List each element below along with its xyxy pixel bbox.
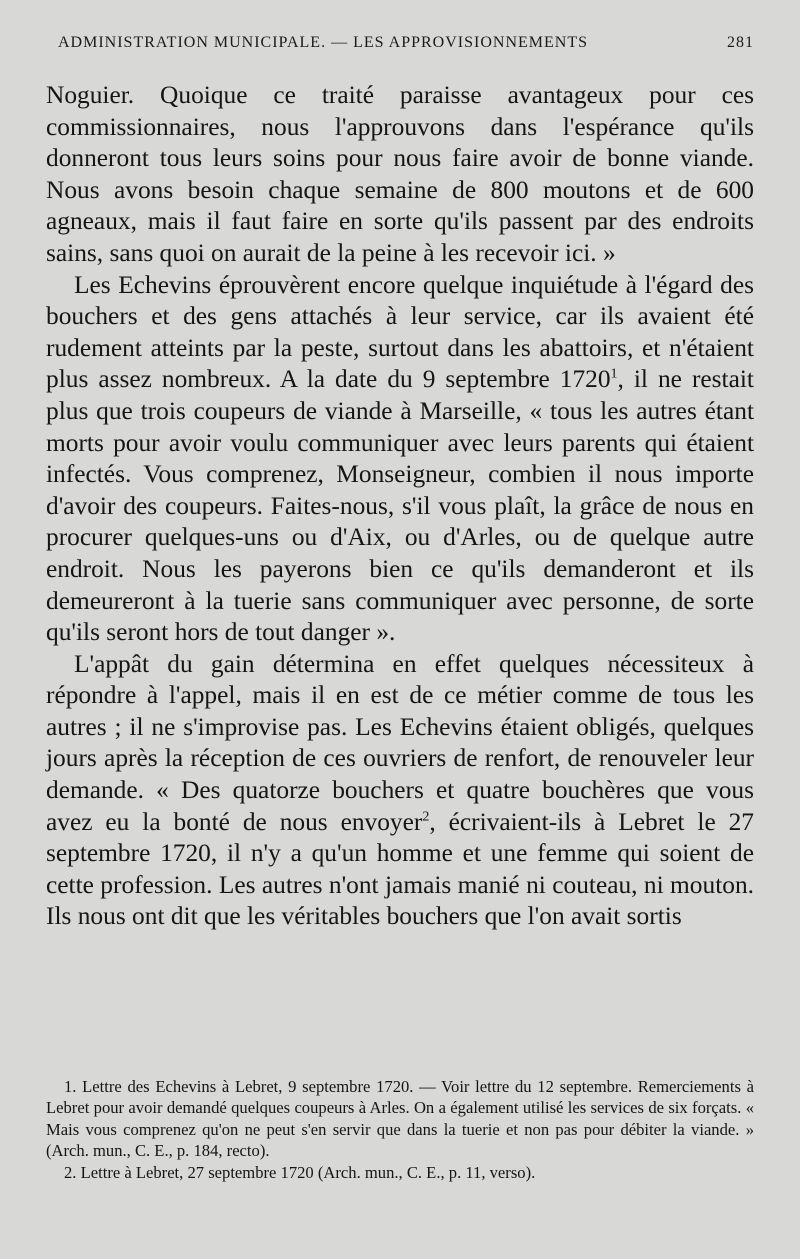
running-title: ADMINISTRATION MUNICIPALE. — LES APPROVISIONNEMENTS	[58, 34, 588, 51]
paragraph-2-text-b: , il ne restait plus que trois coupeurs de viande à Marseille, « tous les autres étant morts pour avoir voulu communiquer avec leurs parents qui étaient infectés. Vous comprenez, Monseigneur, combien il nous importe d'avoir des coupeurs. Faites-nous, s'il vous plaît, la grâce de nous en procurer quelques-uns ou d'Aix, ou d'Arles, ou de quelque autre endroit. Nous les payerons bien ce qu'ils demanderont et ils demeureront à la tuerie sans communiquer avec personne, de sorte qu'ils seront hors de tout danger ».	[46, 365, 754, 647]
paragraph-3	[46, 649, 754, 933]
main-text	[46, 80, 754, 933]
footnote-1: 1. Lettre des Echevins à Lebret, 9 septembre 1720. — Voir lettre du 12 septembre. Remerciements à Lebret pour avoir demandé quelques coupeurs à Arles. On a également utilisé les services de six forçats. « Mais vous comprenez qu'on ne peut s'en servir que dans la tuerie et non pas pour débiter la viande. » (Arch. mun., C. E., p. 184, recto).	[46, 1077, 754, 1161]
footnote-ref-2: 2	[422, 809, 430, 825]
footnote-2: 2. Lettre à Lebret, 27 septembre 1720 (Arch. mun., C. E., p. 11, verso).	[64, 1162, 536, 1182]
paragraph-3-text-b: , écrivaient-ils à Lebret le 27 septembre 1720, il n'y a qu'un homme et une femme qui soient de cette profession. Les autres n'ont jamais manié ni couteau, ni mouton. Ils nous ont dit que les véritables bouchers que l'on avait sortis	[46, 807, 755, 931]
paragraph-1: Noguier. Quoique ce traité paraisse avantageux pour ces commissionnaires, nous l'approuvons dans l'espérance qu'ils donneront tous leurs soins pour nous faire avoir de bonne viande. Nous avons besoin chaque semaine de 800 moutons et de 600 agneaux, mais il faut faire en sorte qu'ils passent par des endroits sains, sans quoi on aurait de la peine à les recevoir ici. »	[46, 81, 754, 267]
footnote-ref-1: 1	[610, 366, 618, 382]
paragraph-3-text-a: L'appât du gain détermina en effet quelques nécessiteux à répondre à l'appel, mais il en est de ce métier comme de tous les autres ; il ne s'improvise pas. Les Echevins étaient obligés, quelques jours après la réception de ces ouvriers de renfort, de renouveler leur demande. « Des quatorze bouchers et quatre bouchères que vous avez eu la bonté de nous envoyer	[46, 649, 754, 836]
paragraph-2	[46, 270, 754, 649]
page-number: 281	[727, 34, 754, 51]
footnotes	[46, 1076, 754, 1183]
paragraph-2-text-a: Les Echevins éprouvèrent encore quelque inquiétude à l'égard des bouchers et des gens attachés à leur service, car ils avaient été rudement atteints par la peste, surtout dans les abattoirs, et n'étaient plus assez nombreux. A la date du 9 septembre 1720	[46, 270, 754, 394]
running-header	[58, 34, 754, 52]
